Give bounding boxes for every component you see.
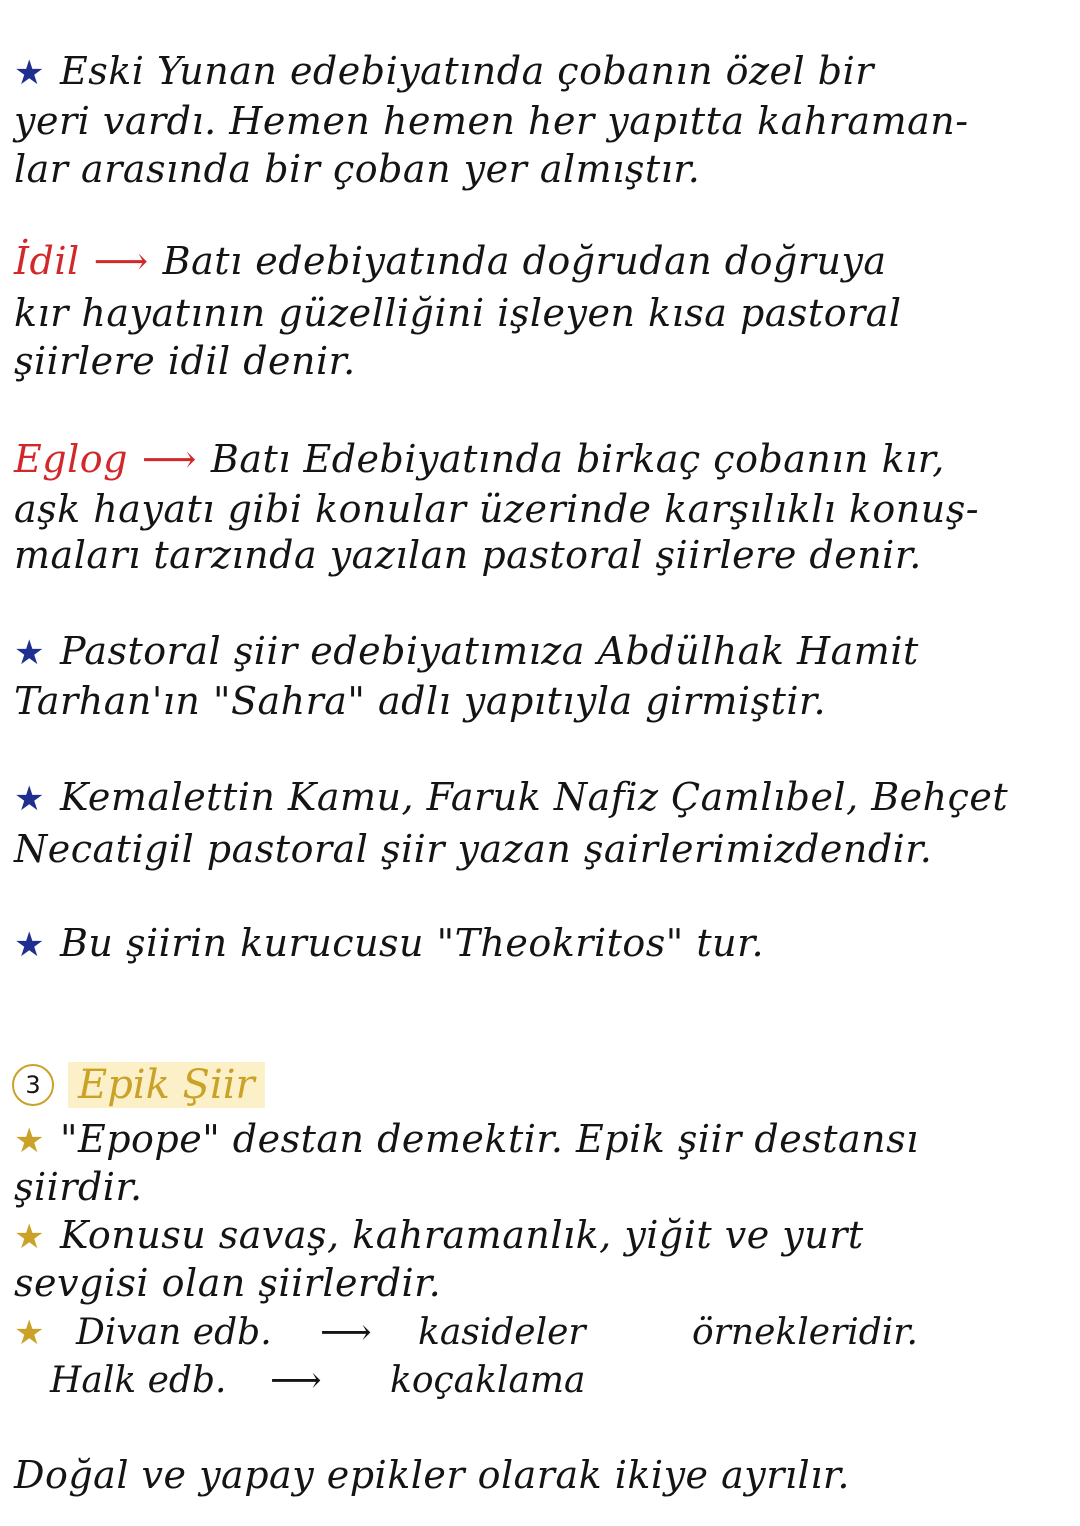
note-line	[14, 1116, 919, 1164]
note-text: "Epope" destan demektir. Epik şiir destansı	[60, 1117, 919, 1161]
note-line: kır hayatının güzelliğini işleyen kısa pastoral	[14, 291, 902, 335]
note-line: yeri vardı. Hemen hemen her yapıtta kahraman-	[14, 99, 969, 143]
term-eglog: Eglog	[14, 437, 128, 481]
note-line	[14, 774, 1008, 822]
star-icon: ★	[14, 633, 45, 673]
arrow-right-icon: ⟶	[141, 437, 197, 481]
note-line	[14, 628, 919, 676]
example-row	[14, 1358, 1064, 1404]
note-line: şiirdir.	[14, 1165, 143, 1209]
note-text: Eski Yunan edebiyatında çobanın özel bir	[60, 49, 874, 93]
note-text: Bu şiirin kurucusu "Theokritos" tur.	[60, 921, 765, 965]
star-icon: ★	[14, 1121, 45, 1161]
note-line	[14, 920, 764, 968]
note-line: maları tarzında yazılan pastoral şiirlere denir.	[14, 533, 922, 577]
note-line: şiirlere idil denir.	[14, 339, 356, 383]
note-text: Batı edebiyatında doğrudan doğruya	[162, 239, 887, 283]
star-icon: ★	[14, 1313, 45, 1353]
section-title: Epik Şiir	[68, 1062, 265, 1108]
section-number: 3	[12, 1064, 54, 1106]
note-line: lar arasında bir çoban yer almıştır.	[14, 147, 701, 191]
arrow-right-icon: ⟶	[270, 1360, 322, 1401]
arrow-right-icon: ⟶	[93, 239, 149, 283]
term-idil: İdil	[14, 239, 80, 283]
note-text: Konusu savaş, kahramanlık, yiğit ve yurt	[60, 1213, 864, 1257]
note-line: Necatigil pastoral şiir yazan şairlerimizdendir.	[14, 827, 933, 871]
note-text: Batı Edebiyatında birkaç çobanın kır,	[210, 437, 945, 481]
star-icon: ★	[14, 925, 45, 965]
star-icon: ★	[14, 1217, 45, 1257]
definition-eglog	[14, 436, 945, 482]
example-label: Halk edb.	[50, 1360, 227, 1401]
note-text: Pastoral şiir edebiyatımıza Abdülhak Hamit	[60, 629, 919, 673]
note-line	[14, 48, 874, 96]
section-heading	[12, 1062, 265, 1108]
example-value: koçaklama	[390, 1360, 586, 1401]
note-line: aşk hayatı gibi konular üzerinde karşılıklı konuş-	[14, 487, 980, 531]
note-line: sevgisi olan şiirlerdir.	[14, 1261, 442, 1305]
example-row	[14, 1310, 1064, 1356]
note-line: Tarhan'ın "Sahra" adlı yapıtıyla girmiştir.	[14, 679, 827, 723]
note-line	[14, 1212, 864, 1260]
star-icon: ★	[14, 53, 45, 93]
example-value: kasideler	[418, 1312, 586, 1353]
example-note: örnekleridir.	[692, 1312, 918, 1353]
note-line: Doğal ve yapay epikler olarak ikiye ayrılır.	[14, 1453, 850, 1497]
example-label: Divan edb.	[76, 1312, 272, 1353]
arrow-right-icon: ⟶	[320, 1312, 372, 1353]
star-icon: ★	[14, 779, 45, 819]
definition-idil	[14, 238, 887, 284]
note-text: Kemalettin Kamu, Faruk Nafiz Çamlıbel, Behçet	[60, 775, 1009, 819]
